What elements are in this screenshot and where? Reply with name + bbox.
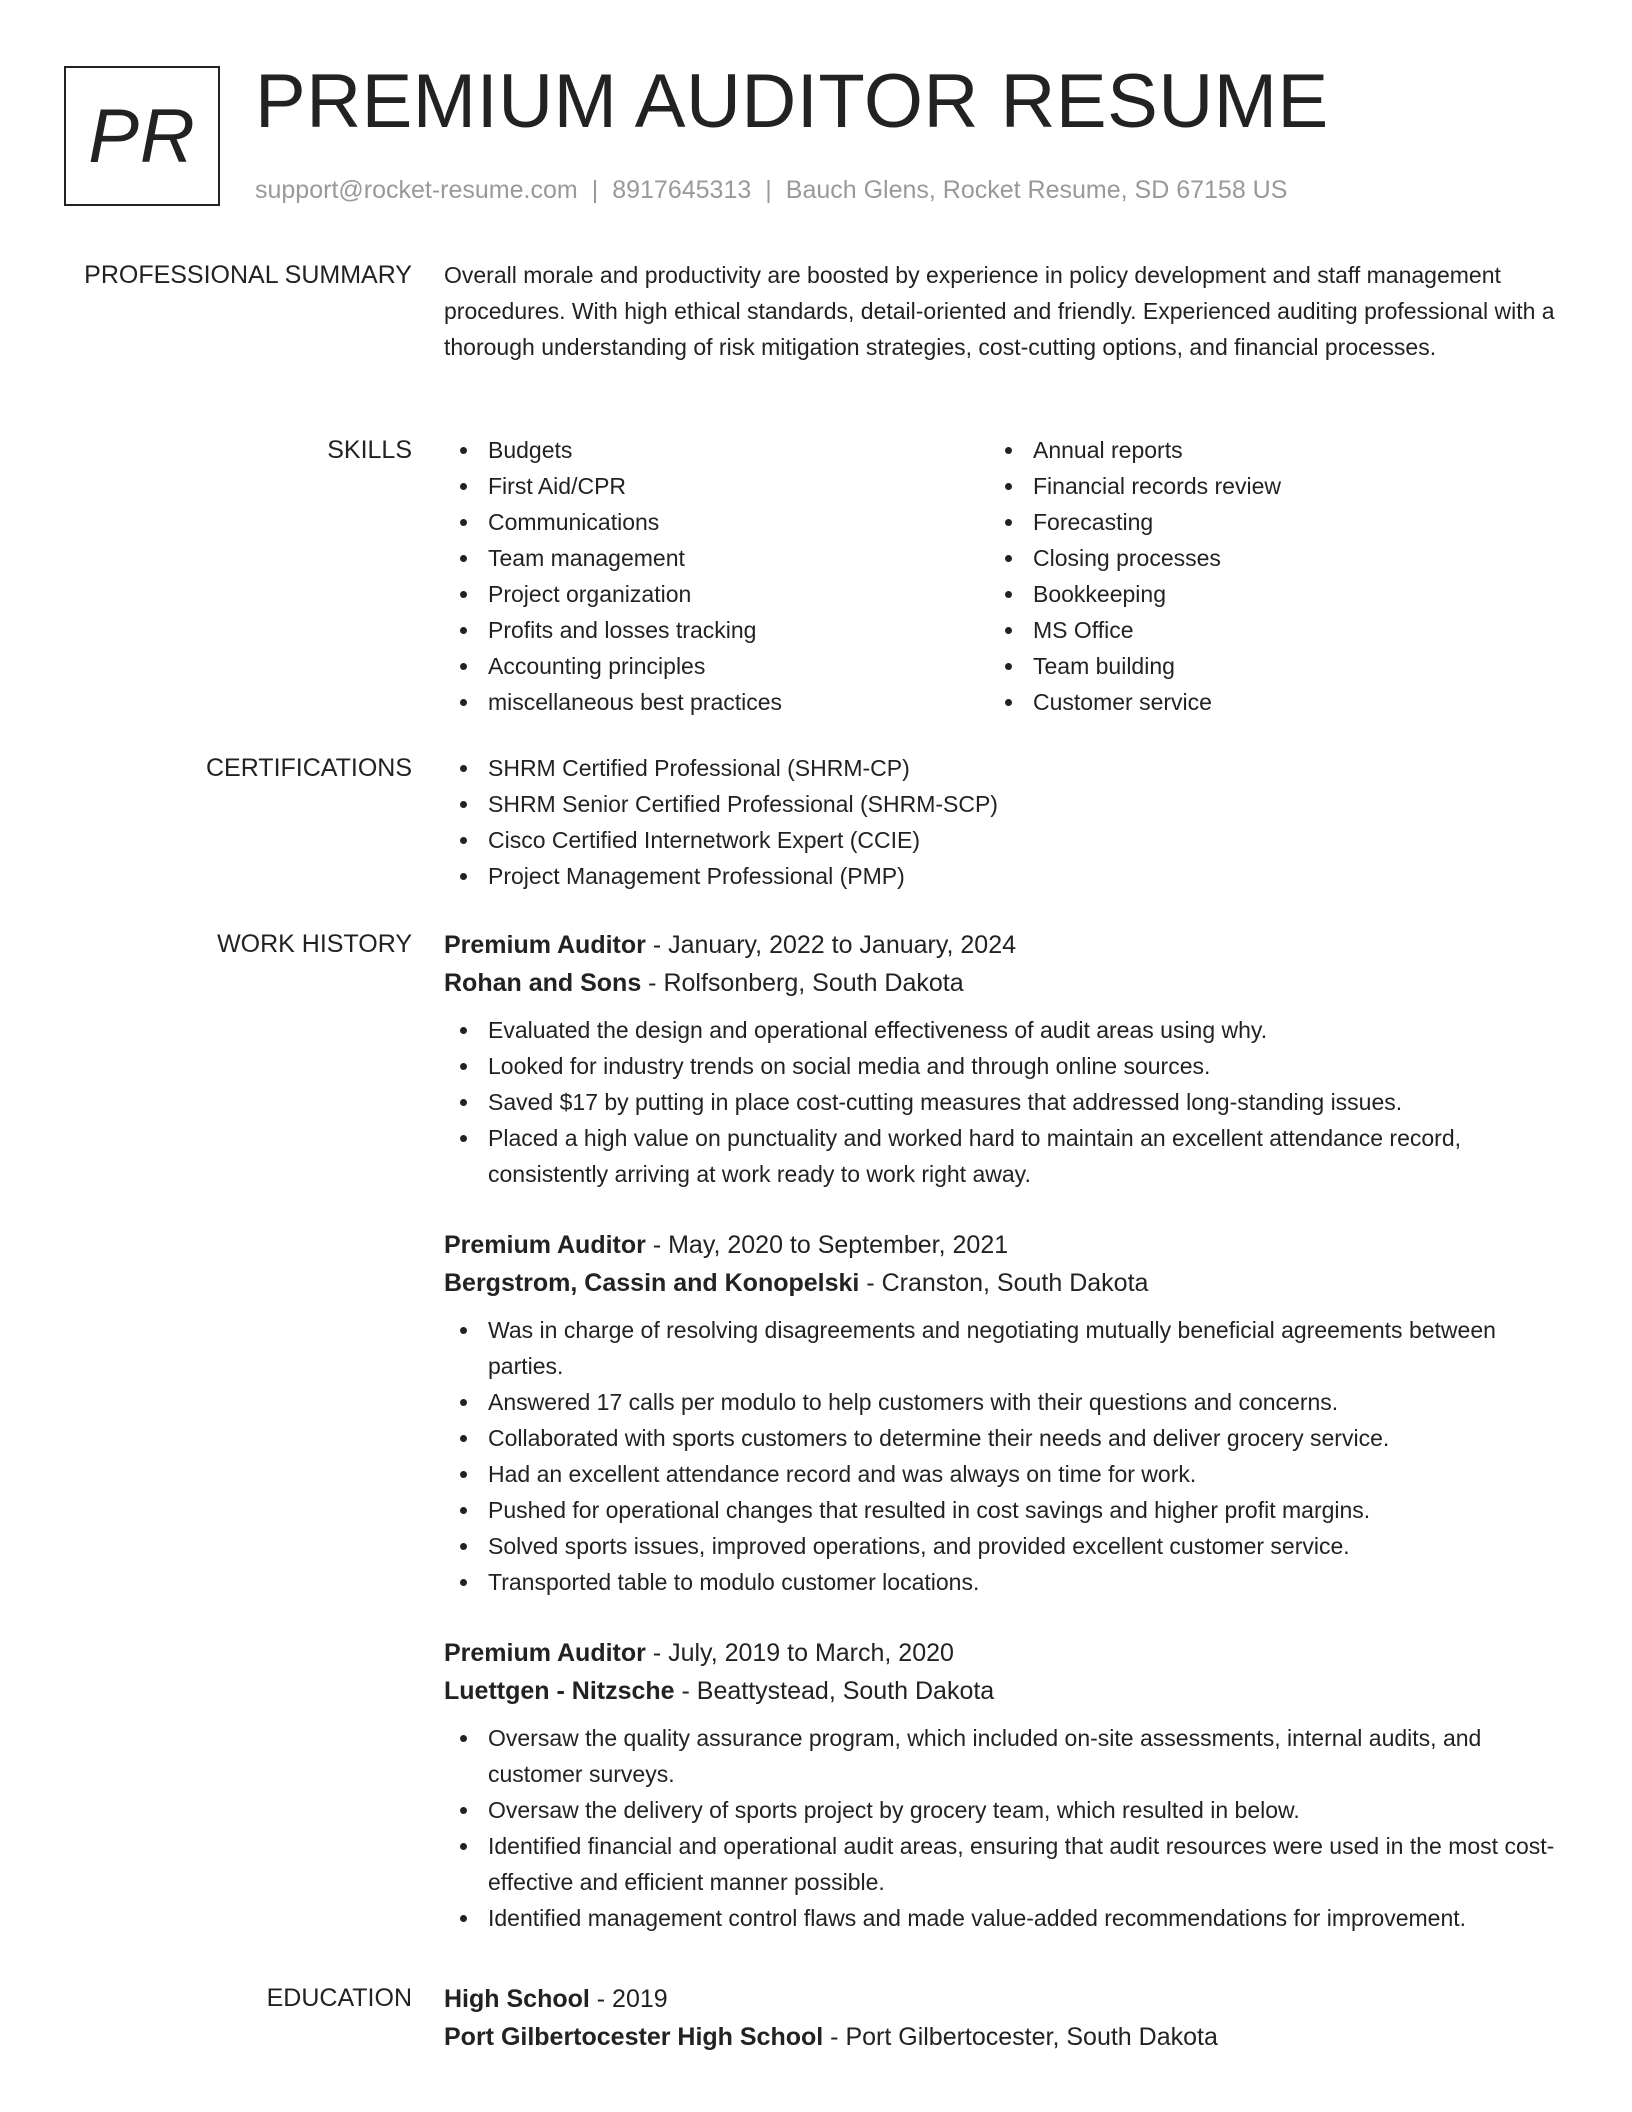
job-title-line — [444, 1634, 1559, 1672]
job-dates: - May, 2020 to September, 2021 — [645, 1231, 1009, 1259]
skill-item: Profits and losses tracking — [444, 612, 989, 648]
job-location: - Cranston, South Dakota — [859, 1269, 1149, 1297]
job-company-line — [444, 1264, 1559, 1302]
skill-item: Annual reports — [989, 432, 1534, 468]
job-bullet: Oversaw the quality assurance program, which included on-site assessments, internal audits, and customer surveys. — [444, 1720, 1559, 1792]
certifications-list — [444, 750, 1559, 894]
job-bullet: Was in charge of resolving disagreements and negotiating mutually beneficial agreements between parties. — [444, 1312, 1559, 1384]
skill-item: Budgets — [444, 432, 989, 468]
job-title: Premium Auditor — [444, 1639, 646, 1667]
job-bullet: Collaborated with sports customers to determine their needs and deliver grocery service. — [444, 1420, 1559, 1456]
education-body — [444, 1980, 1559, 2056]
skills-grid — [444, 432, 1559, 720]
job-bullet: Saved $17 by putting in place cost-cutting measures that addressed long-standing issues. — [444, 1084, 1559, 1120]
skill-item: Communications — [444, 504, 989, 540]
section-heading-certifications: CERTIFICATIONS — [205, 754, 412, 782]
job-bullet: Oversaw the delivery of sports project by grocery team, which resulted in below. — [444, 1792, 1559, 1828]
job-entry — [444, 1226, 1559, 1600]
job-dates: - January, 2022 to January, 2024 — [645, 931, 1017, 959]
job-bullet: Identified management control flaws and made value-added recommendations for improvement. — [444, 1900, 1559, 1936]
contact-phone[interactable]: 8917645313 — [612, 176, 752, 204]
skill-item: Project organization — [444, 576, 989, 612]
section-heading-work-history: WORK HISTORY — [217, 930, 412, 958]
job-location: - Beattystead, South Dakota — [674, 1677, 995, 1705]
job-bullets — [444, 1012, 1559, 1192]
certification-item: SHRM Senior Certified Professional (SHRM-SCP) — [444, 786, 1559, 822]
contact-separator: | — [765, 176, 772, 204]
job-title-line — [444, 926, 1559, 964]
job-location: - Rolfsonberg, South Dakota — [641, 969, 964, 997]
section-heading-summary: PROFESSIONAL SUMMARY — [84, 261, 412, 289]
contact-separator: | — [591, 176, 599, 204]
summary-body — [444, 257, 1559, 365]
job-bullet: Looked for industry trends on social media and through online sources. — [444, 1048, 1559, 1084]
monogram-logo — [64, 66, 220, 206]
certification-item: Project Management Professional (PMP) — [444, 858, 1559, 894]
resume-title: PREMIUM AUDITOR RESUME — [255, 59, 1329, 144]
monogram-initials: PR — [88, 93, 196, 179]
education-location: - Port Gilbertocester, South Dakota — [823, 2023, 1218, 2051]
job-bullet: Pushed for operational changes that resulted in cost savings and higher profit margins. — [444, 1492, 1559, 1528]
skill-item: Closing processes — [989, 540, 1534, 576]
section-heading-skills: SKILLS — [327, 436, 412, 464]
job-company: Rohan and Sons — [444, 969, 642, 997]
certification-item: Cisco Certified Internetwork Expert (CCIE) — [444, 822, 1559, 858]
section-heading-education: EDUCATION — [266, 1984, 412, 2012]
work-history-body — [444, 926, 1559, 1970]
skill-item: Forecasting — [989, 504, 1534, 540]
job-company: Luettgen - Nitzsche — [444, 1677, 675, 1705]
education-school-line — [444, 2018, 1559, 2056]
contact-line — [255, 174, 1287, 206]
job-dates: - July, 2019 to March, 2020 — [645, 1639, 954, 1667]
job-company: Bergstrom, Cassin and Konopelski — [444, 1269, 860, 1297]
skills-list-right — [989, 432, 1534, 720]
education-school: Port Gilbertocester High School — [444, 2023, 824, 2051]
contact-address: Bauch Glens, Rocket Resume, SD 67158 US — [785, 176, 1288, 204]
job-entry — [444, 926, 1559, 1192]
job-title: Premium Auditor — [444, 1231, 646, 1259]
skill-item: Team building — [989, 648, 1534, 684]
skill-item: First Aid/CPR — [444, 468, 989, 504]
job-title-line — [444, 1226, 1559, 1264]
certification-item: SHRM Certified Professional (SHRM-CP) — [444, 750, 1559, 786]
job-bullet: Placed a high value on punctuality and worked hard to maintain an excellent attendance record, consistently arriving at work ready to work right away. — [444, 1120, 1559, 1192]
skill-item: Accounting principles — [444, 648, 989, 684]
job-entry — [444, 1634, 1559, 1936]
skill-item: MS Office — [989, 612, 1534, 648]
education-year: - 2019 — [589, 1985, 668, 2013]
contact-email[interactable]: support@rocket-resume.com — [255, 176, 578, 204]
job-bullets — [444, 1720, 1559, 1936]
job-bullet: Answered 17 calls per modulo to help customers with their questions and concerns. — [444, 1384, 1559, 1420]
skill-item: Financial records review — [989, 468, 1534, 504]
skill-item: miscellaneous best practices — [444, 684, 989, 720]
job-bullets — [444, 1312, 1559, 1600]
skills-list-left — [444, 432, 989, 720]
job-bullet: Had an excellent attendance record and was always on time for work. — [444, 1456, 1559, 1492]
skills-body — [444, 432, 1559, 720]
skill-item: Customer service — [989, 684, 1534, 720]
skill-item: Team management — [444, 540, 989, 576]
job-company-line — [444, 1672, 1559, 1710]
job-bullet: Solved sports issues, improved operations, and provided excellent customer service. — [444, 1528, 1559, 1564]
education-degree-line — [444, 1980, 1559, 2018]
education-degree: High School — [444, 1985, 590, 2013]
job-title: Premium Auditor — [444, 931, 646, 959]
job-company-line — [444, 964, 1559, 1002]
job-bullet: Evaluated the design and operational effectiveness of audit areas using why. — [444, 1012, 1559, 1048]
skill-item: Bookkeeping — [989, 576, 1534, 612]
job-bullet: Identified financial and operational audit areas, ensuring that audit resources were used in the most cost-effective and efficient manner possible. — [444, 1828, 1559, 1900]
certifications-body — [444, 750, 1559, 894]
job-bullet: Transported table to modulo customer locations. — [444, 1564, 1559, 1600]
summary-text: Overall morale and productivity are boosted by experience in policy development and staff management procedures. With high ethical standards, detail-oriented and friendly. Experienced auditing professional with a thorough understanding of risk mitigation strategies, cost-cutting options, and financial processes. — [444, 262, 1555, 360]
